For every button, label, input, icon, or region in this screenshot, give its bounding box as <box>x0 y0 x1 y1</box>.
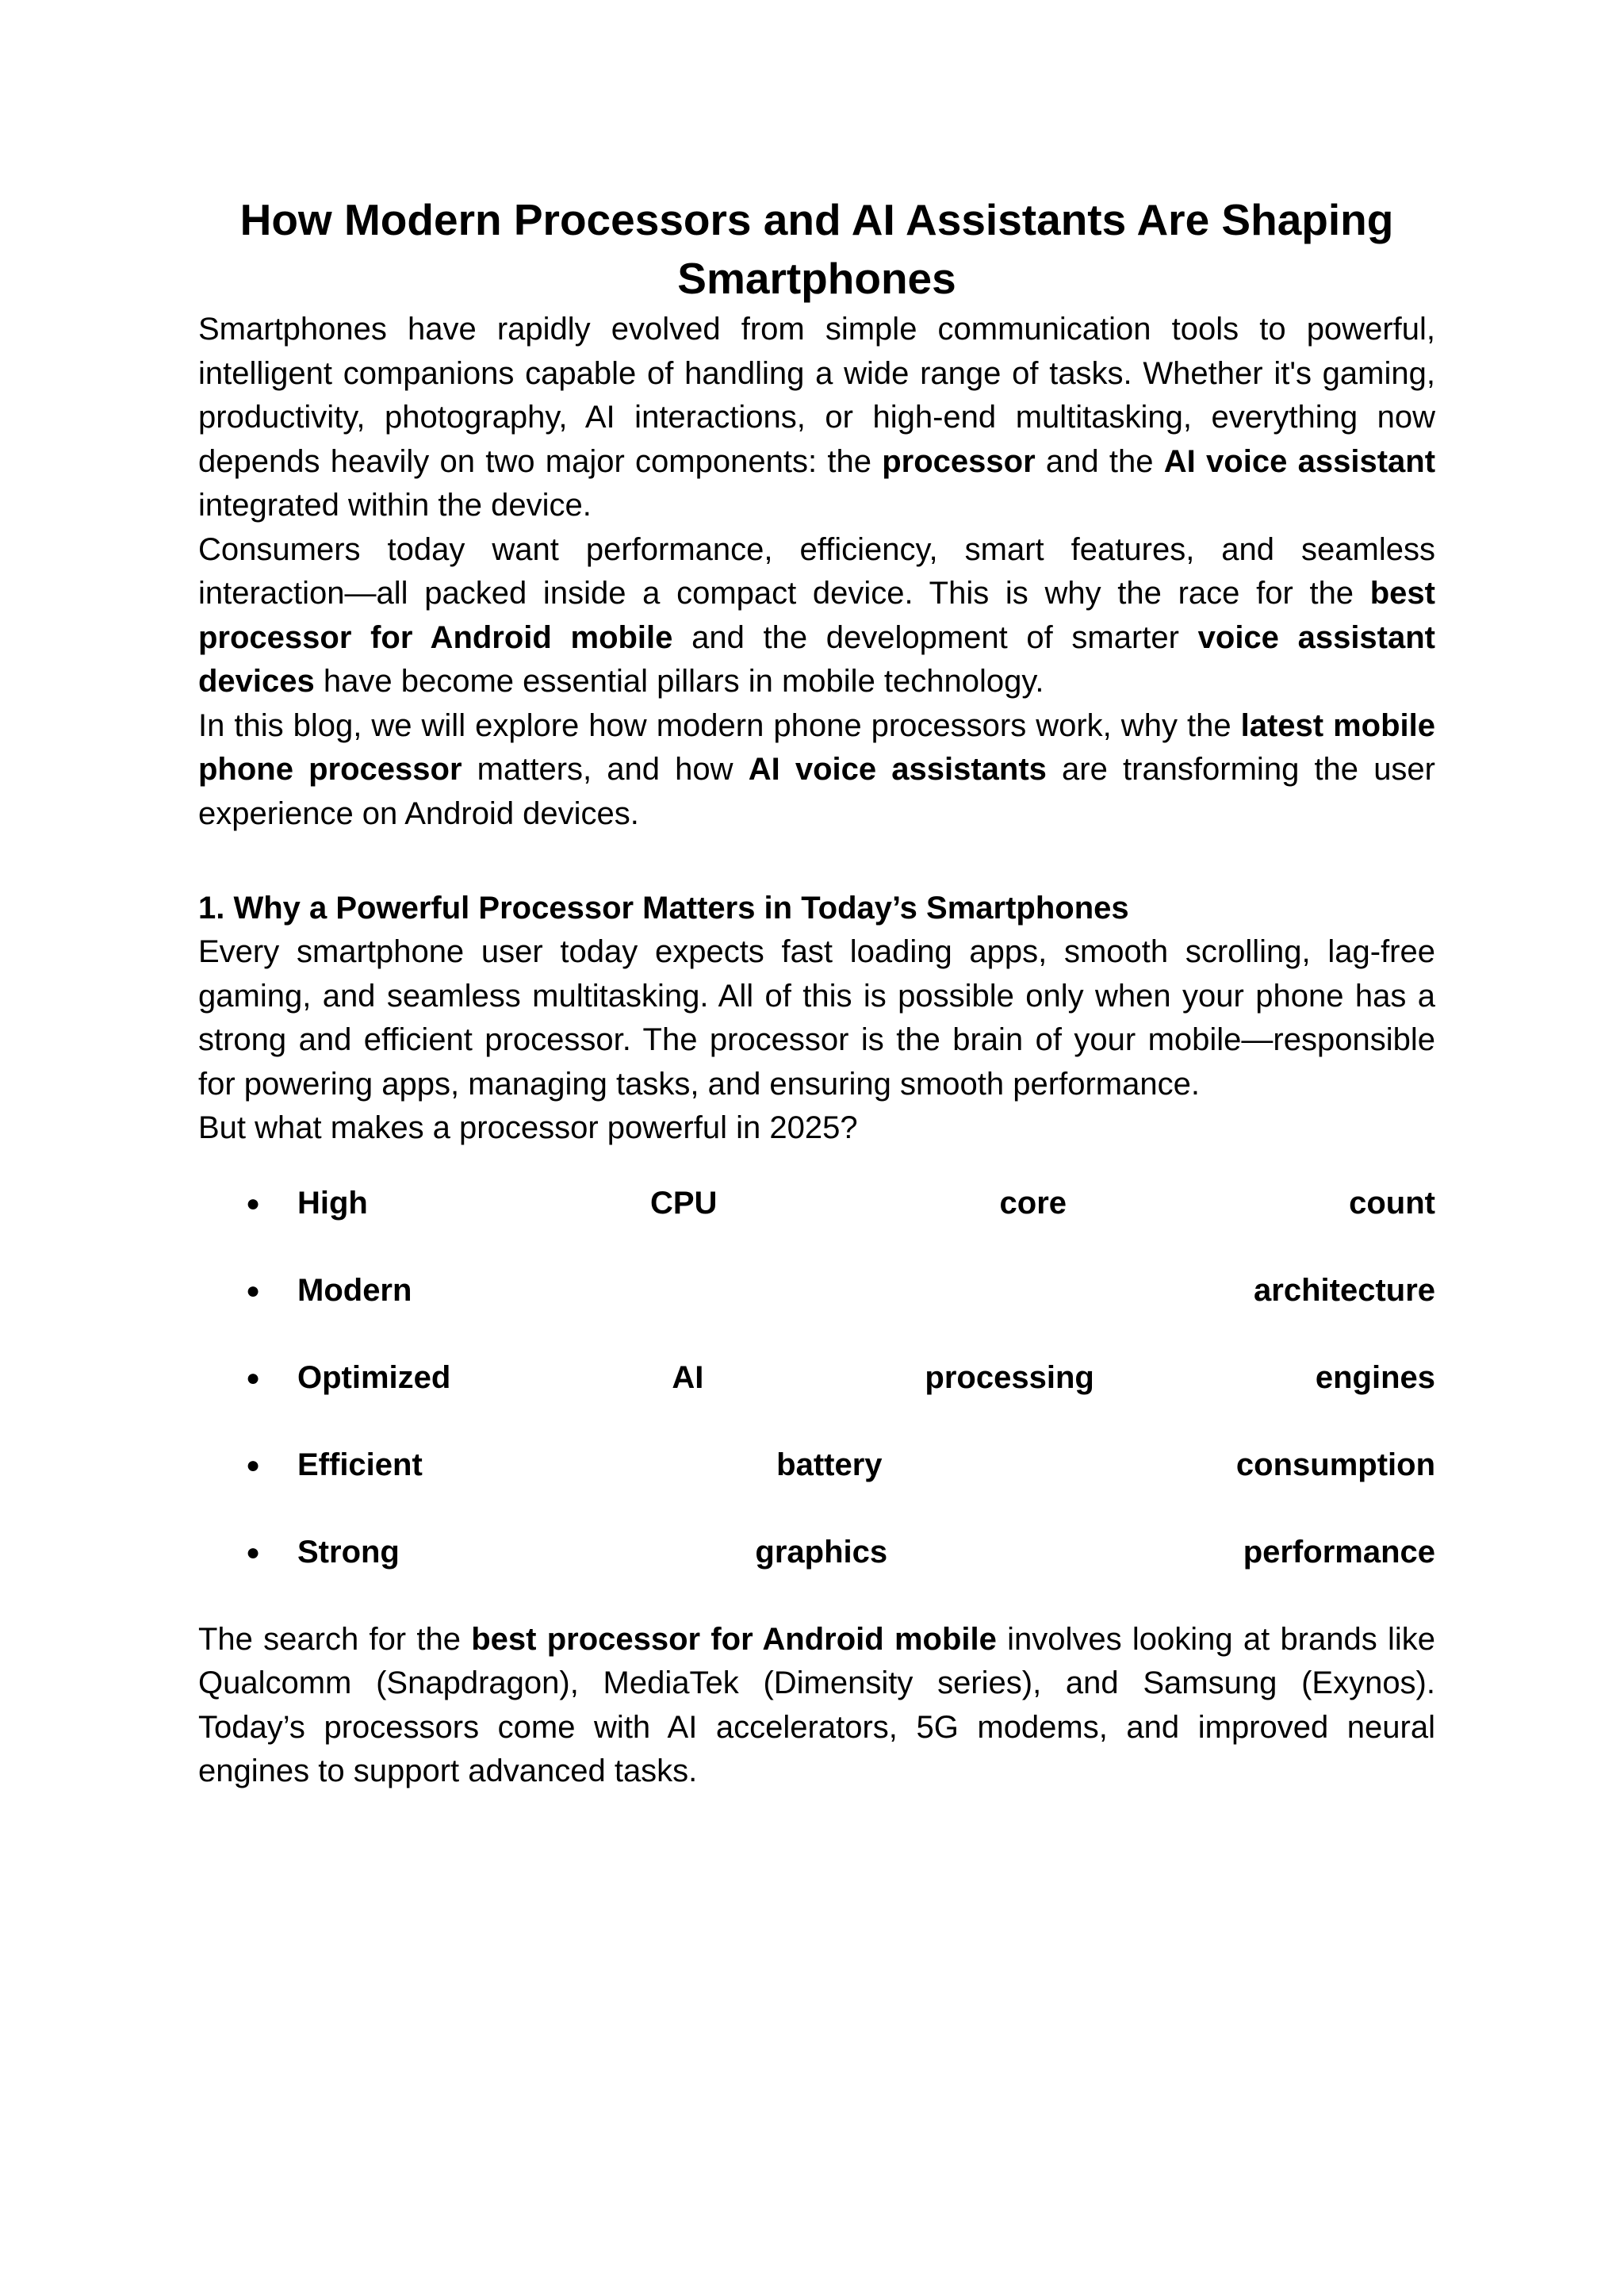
bullet-word: High <box>297 1185 368 1221</box>
bullet-text <box>297 1443 1435 1487</box>
bullet-word: Efficient <box>297 1447 423 1482</box>
bullet-word: consumption <box>1235 1447 1435 1482</box>
document-title: How Modern Processors and AI Assistants Are Shaping Smartphones <box>239 195 1394 303</box>
intro-paragraph-2 <box>198 528 1435 704</box>
bullet-text <box>297 1356 1435 1400</box>
bullet-word: AI <box>672 1359 704 1395</box>
bold-text: latest mobile phone processor <box>198 707 1435 787</box>
document-page <box>198 190 1435 1794</box>
bullet-text <box>297 1269 1435 1313</box>
intro-paragraph-1 <box>198 308 1435 528</box>
bullet-word: count <box>1349 1185 1435 1221</box>
text-run: The search for the <box>198 1621 472 1657</box>
bullet-word: architecture <box>1254 1272 1435 1308</box>
section-paragraph-1: Every smartphone user today expects fast loading apps, smooth scrolling, lag-free gaming, and seamless multitasking. All of this is possible only when your phone has a strong and efficient processor. The processor is the brain of your mobile—responsible for powering apps, managing tasks, and ensuring smooth performance. <box>198 934 1435 1102</box>
bullet-word: performance <box>1243 1534 1435 1570</box>
bullet-word: processing <box>925 1359 1094 1395</box>
bullet-text <box>297 1182 1435 1225</box>
feature-bullet-list <box>198 1182 1435 1618</box>
text-run: involves looking at brands like Qualcomm (Snapdragon), MediaTek (Dimensity series), and Samsung (Exynos). Today’s processors come with AI accelerators, 5G modems, and improved neural engines to support advanced tasks. <box>198 1621 1435 1788</box>
bullet-item <box>198 1269 1435 1356</box>
bullet-word: CPU <box>649 1185 718 1221</box>
bullet-word: engines <box>1315 1359 1435 1395</box>
text-run: and the development of smarter <box>672 619 1198 655</box>
bullet-item <box>198 1356 1435 1443</box>
bullet-word: battery <box>776 1447 883 1482</box>
bullet-item <box>198 1531 1435 1618</box>
bullet-word: core <box>999 1185 1067 1221</box>
bullet-dot-icon: ● <box>246 1364 261 1391</box>
bullet-text <box>297 1531 1435 1574</box>
bullet-word: graphics <box>755 1534 888 1570</box>
section-paragraph-2: But what makes a processor powerful in 2025? <box>198 1110 858 1145</box>
bold-text: processor <box>882 443 1036 479</box>
intro-paragraph-3 <box>198 704 1435 837</box>
text-run: are transforming the user experience on Android devices. <box>198 752 1436 831</box>
bold-text: best processor for Android mobile <box>471 1621 997 1657</box>
text-run: Consumers today want performance, efficiency, smart features, and seamless interaction—all packed inside a compact device. This is why the race for the <box>198 531 1435 611</box>
text-run: In this blog, we will explore how modern phone processors work, why the <box>198 707 1241 743</box>
bullet-item <box>198 1443 1435 1531</box>
bold-text: best processor for Android mobile <box>198 576 1435 655</box>
section-heading: 1. Why a Powerful Processor Matters in Today’s Smartphones <box>198 891 1129 926</box>
bullet-word: Modern <box>297 1272 412 1308</box>
bullet-item <box>198 1182 1435 1269</box>
section-paragraph-3 <box>198 1618 1435 1794</box>
bold-text: AI voice assistants <box>748 752 1047 787</box>
bullet-dot-icon: ● <box>246 1539 261 1566</box>
text-run: matters, and how <box>462 752 749 787</box>
text-run: integrated within the device. <box>198 488 592 523</box>
bold-text: AI voice assistant <box>1163 443 1436 479</box>
bullet-word: Strong <box>297 1534 400 1570</box>
bullet-dot-icon: ● <box>246 1451 261 1478</box>
text-run: and the <box>1035 443 1164 479</box>
bullet-word: Optimized <box>297 1359 451 1395</box>
text-run: Smartphones have rapidly evolved from simple communication tools to powerful, intelligent companions capable of handling a wide range of tasks. Whether it's gaming, productivity, photography, AI interactions, or high-end multitasking, everything now depends heavily on two major components: the <box>198 312 1435 479</box>
bullet-dot-icon: ● <box>246 1190 261 1217</box>
bold-text: voice assistant devices <box>198 619 1435 699</box>
text-run: have become essential pillars in mobile technology. <box>314 664 1044 699</box>
bullet-dot-icon: ● <box>246 1277 261 1304</box>
